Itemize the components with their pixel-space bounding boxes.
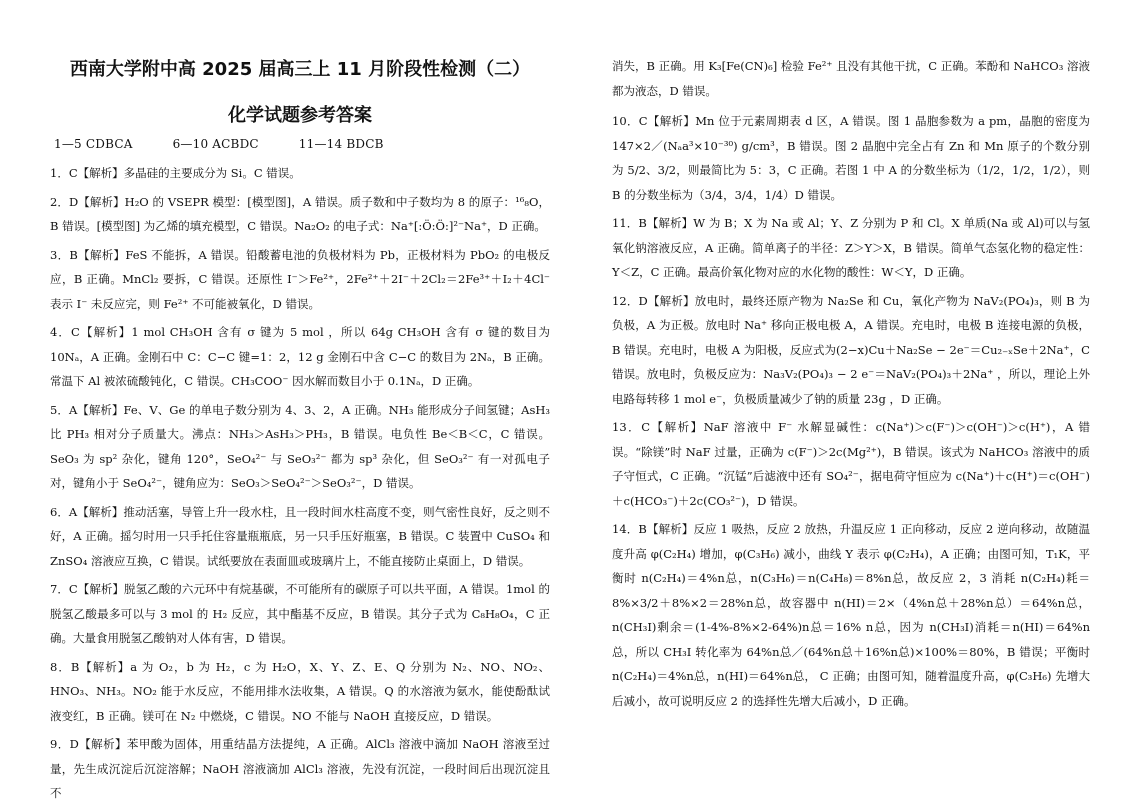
answer-item-7: 7．C【解析】脱氢乙酸的六元环中有烷基碳，不可能所有的碳原子可以共平面，A 错误。1mol 的脱氢乙酸最多可以与 3 mol 的 H₂ 反应，其中酯基不反应，B 错误。其分子式为 C₈H₈O₄，C 正确。大量食用脱氢乙酸钠对人体有害，D 错误。 [50,582,550,645]
answer-item-6: 6．A【解析】推动活塞，导管上升一段水柱，且一段时间水柱高度不变，则气密性良好，反之则不好，A 正确。摇匀时用一只手托住容量瓶瓶底，另一只手压好瓶塞，B 错误。C 装置中 CuSO₄ 和 ZnSO₄ 溶液应互换，C 错误。试纸要放在表面皿或玻璃片上，不能直接防止桌面上，D 错误。 [50,504,550,568]
answer-item-8: 8．B【解析】a 为 O₂，b 为 H₂，c 为 H₂O，X、Y、Z、E、Q 分别为 N₂、NO、NO₂、HNO₃、NH₃。NO₂ 能于水反应，不能用排水法收集，A 错误。Q 的水溶液为氨水，能使酚酞试液变红，B 正确。镁可在 N₂ 中燃烧，C 错误。NO 不能与 NaOH 直接反应，D 错误。 [50,659,550,723]
answer-item-9-continued: 消失，B 正确。用 K₃[Fe(CN)₆] 检验 Fe²⁺ 且没有其他干扰，C 正确。苯酚和 NaHCO₃ 溶液都为液态，D 错误。 [612,59,1090,98]
answer-item-1: 1．C【解析】多晶硅的主要成分为 Si。C 错误。 [50,166,301,180]
answer-item-3: 3．B【解析】FeS 不能拆，A 错误。铅酸蓄电池的负极材料为 Pb，正极材料为 PbO₂ 的电极反应，B 正确。MnCl₂ 要拆，C 错误。还原性 I⁻＞Fe²⁺，2Fe²⁺＋2I⁻＋2Cl₂＝2Fe³⁺＋I₂＋4Cl⁻ 表示 I⁻ 未反应完，则 Fe²⁺ 不可能被氧化，D 错误。 [50,247,550,311]
answer-item-14: 14．B【解析】反应 1 吸热，反应 2 放热，升温反应 1 正向移动，反应 2 逆向移动，故随温度升高 φ(C₂H₄) 增加，φ(C₃H₆) 减小，曲线 Y 表示 φ(C₂H₄)，A 正确；由图可知，T₁K，平衡时 n(C₂H₄)＝4%n总，n(C₃H₆)＝n(C₄H₈)＝8%n总，故反应 2，3 消耗 n(C₂H₄)耗＝8%×3/2＋8%×2＝28%n总，故容器中 n(HI)＝2×（4%n总＋28%n总）＝64%n总，n(CH₃I)剩余＝(1-4%-8%×2-64%)n总＝16% n总，因为 n(CH₃I)消耗＝n(HI)＝64%n总，所以 CH₃I 转化率为 64%n总／(64%n总＋16%n总)×100%＝80%，B 错误；平衡时 n(C₂H₄)＝4%n总，n(HI)＝64%n总， C 正确；由图可知，随着温度升高，φ(C₃H₆) 先增大后减小，故可说明反应 2 的选择性先增大后减小，D 正确。 [612,522,1090,708]
answer-key [54,137,550,151]
answer-item-9: 9．D【解析】苯甲酸为固体，用重结晶方法提纯，A 正确。AlCl₃ 溶液中滴加 NaOH 溶液至过量，先生成沉淀后沉淀溶解；NaOH 溶液滴加 AlCl₃ 溶液，先没有沉淀，一段时间后出现沉淀且不 [50,737,550,800]
answer-item-12: 12．D【解析】放电时，最终还原产物为 Na₂Se 和 Cu，氧化产物为 NaV₂(PO₄)₃，则 B 为负极，A 为正极。放电时 Na⁺ 移向正极电极 A，A 错误。充电时，电极 B 连接电源的负极，B 错误。充电时，电极 A 为阳极，反应式为(2−x)Cu＋Na₂Se − 2e⁻＝Cu₂₋ₓSe＋2Na⁺，C 错误。放电时，负极反应为：Na₃V₂(PO₄)₃ − 2 e⁻＝NaV₂(PO₄)₃＋2Na⁺ ，所以，理论上外电路每转移 1 mol e⁻，负极质量减少了钠的质量 23g ，D 正确。 [612,293,1090,406]
left-column [50,0,550,810]
page-title: 西南大学附中高 2025 届高三上 11 月阶段性检测（二） [69,59,531,80]
answer-item-11: 11．B【解析】W 为 B；X 为 Na 或 Al；Y、Z 分别为 P 和 Cl。X 单质(Na 或 Al)可以与氢氧化钠溶液反应，A 正确。简单离子的半径：Z＞Y＞X，B 错误。简单气态氢化物的稳定性：Y＜Z，C 正确。最高价氧化物对应的水化物的酸性：W＜Y，D 正确。 [612,216,1090,279]
answer-item-5: 5．A【解析】Fe、V、Ge 的单电子数分别为 4、3、2，A 正确。NH₃ 能形成分子间氢键；AsH₃ 比 PH₃ 相对分子质量大。沸点：NH₃＞AsH₃＞PH₃，B 错误。电负性 Be＜B＜C，C 错误。SeO₃ 为 sp² 杂化，键角 120°，SeO₄²⁻ 与 SeO₃²⁻ 都为 sp³ 杂化，但 SeO₃²⁻ 有一对孤电子对，键角小于 SeO₄²⁻，键角应为：SeO₃＞SeO₄²⁻＞SeO₃²⁻，D 错误。 [50,402,550,490]
answer-item-2: 2．D【解析】H₂O 的 VSEPR 模型：[模型图]，A 错误。质子数和中子数均为 8 的原子：¹⁶₈O，B 错误。[模型图] 为乙烯的填充模型，C 错误。Na₂O₂ 的电子式：Na⁺[:Ö:Ö:]²⁻Na⁺，D 正确。 [50,194,550,233]
answer-item-13: 13．C【解析】NaF 溶液中 F⁻ 水解显碱性：c(Na⁺)＞c(F⁻)＞c(OH⁻)＞c(H⁺)，A 错误。“除镁”时 NaF 过量，正确为 c(F⁻)＞2c(Mg²⁺)，B 错误。该式为 NaHCO₃ 溶液中的质子守恒式，C 正确。“沉锰”后滤液中还有 SO₄²⁻，据电荷守恒应为 c(Na⁺)＋c(H⁺)＝c(OH⁻)＋c(HCO₃⁻)＋2c(CO₃²⁻)，D 错误。 [612,420,1090,508]
page-subtitle: 化学试题参考答案 [228,105,372,126]
answer-item-4: 4．C【解析】1 mol CH₃OH 含有 σ 键为 5 mol ，所以 64g CH₃OH 含有 σ 键的数目为 10Nₐ，A 正确。金刚石中 C：C−C 键=1：2，12 g 金刚石中含 C−C 的数目为 2Nₐ，B 正确。常温下 Al 被浓硫酸钝化，C 错误。CH₃COO⁻ 因水解而数目小于 0.1Nₐ，D 正确。 [50,325,550,388]
answer-key-2: 6—10 ACBDC [172,137,259,151]
answer-item-10: 10．C【解析】Mn 位于元素周期表 d 区，A 错误。图 1 晶胞参数为 a pm，晶胞的密度为 147×2／(Nₐa³×10⁻³⁰) g/cm³，B 错误。图 2 晶胞中完全占有 Zn 和 Mn 原子的个数分别为 5/2、3/2，则最简比为 5：3，C 正确。若图 1 中 A 的分数坐标为（1/2，1/2，1/2），则 B 的分数坐标为（3/4，3/4，1/4）D 错误。 [612,114,1090,202]
answer-key-1: 1—5 CDBCA [54,137,133,151]
answer-key-3: 11—14 BDCB [298,137,384,151]
right-column [612,0,1090,717]
